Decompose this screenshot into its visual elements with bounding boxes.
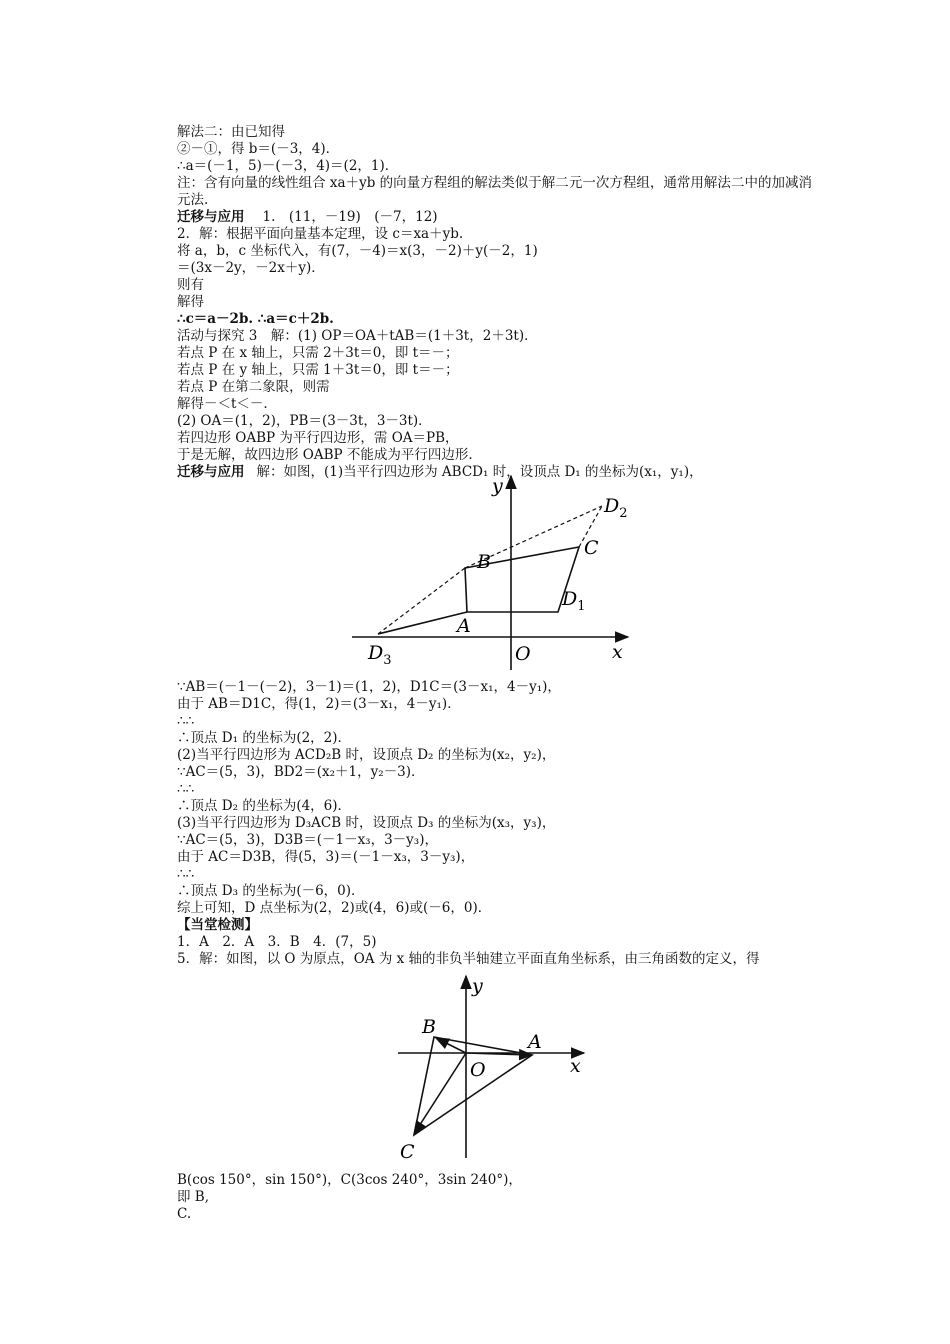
label-O: O bbox=[515, 643, 531, 665]
segment-D3-B bbox=[378, 568, 465, 634]
text-line: (3)当平行四边形为 D₃ACB 时，设顶点 D₃ 的坐标为(x₃，y₃)， bbox=[177, 815, 556, 831]
label-C: C bbox=[400, 1141, 415, 1163]
segment-D3-A bbox=[378, 612, 467, 634]
text-line: ∵AB＝(－1－(－2)，3－1)＝(1，2)，D1C＝(3－x₁，4－y₁)， bbox=[177, 679, 561, 695]
text-line: ∴∴ bbox=[177, 713, 195, 729]
text-line: 于是无解，故四边形 OABP 不能成为平行四边形. bbox=[177, 447, 473, 463]
text-line: 综上可知，D 点坐标为(2，2)或(4，6)或(－6，0)． bbox=[177, 900, 492, 916]
text-line: B(cos 150°，sin 150°)，C(3cos 240°，3sin 240°)， bbox=[177, 1172, 522, 1188]
text-line: (2)当平行四边形为 ACD₂B 时，设顶点 D₂ 的坐标为(x₂，y₂)， bbox=[177, 747, 556, 763]
unit-circle-figure bbox=[392, 972, 592, 1164]
label-y: y bbox=[472, 975, 483, 997]
text-line: 则有 bbox=[177, 277, 204, 293]
label-D1: $D_1$ bbox=[562, 588, 586, 614]
text-line: ∴顶点 D₁ 的坐标为(2，2)． bbox=[177, 730, 352, 746]
text-line: ∵AC＝(5，3)，BD2＝(x₂＋1，y₂－3)． bbox=[177, 764, 425, 780]
text-line: 解得 bbox=[177, 294, 204, 310]
text-line: ∴∴ bbox=[177, 866, 195, 882]
answer-text: 1. (11，－19) (－7，12) bbox=[262, 209, 438, 225]
text-paragraph: 注：含有向量的线性组合 xa＋yb 的向量方程组的解法类似于解二元一次方程组，通常用解法二中的加减消元法. bbox=[177, 175, 812, 208]
text-line: 若点 P 在第二象限，则需 bbox=[177, 379, 330, 395]
text-line: C. bbox=[177, 1206, 192, 1222]
text-line: 由于 AC＝D3B，得(5，3)＝(－1－x₃，3－y₃)， bbox=[177, 849, 475, 865]
text-line: 解得－＜t＜－. bbox=[177, 396, 268, 412]
label-C: C bbox=[584, 537, 599, 559]
triangle-ABC bbox=[414, 1037, 532, 1135]
label-y: y bbox=[492, 475, 503, 497]
text-line: 即 B, bbox=[177, 1189, 210, 1205]
text-line: 1．A 2．A 3．B 4．(7，5) bbox=[177, 934, 377, 950]
answer-text: 解：如图，(1)当平行四边形为 ABCD₁ 时，设顶点 D₁ 的坐标为(x₁，y₁)， bbox=[256, 464, 703, 480]
label-B: B bbox=[422, 1016, 436, 1038]
text-line: 将 a，b，c 坐标代入，有(7，－4)＝x(3，－2)＋y(－2，1) bbox=[177, 243, 538, 259]
text-line: ＝(3x－2y，－2x＋y)． bbox=[177, 260, 325, 276]
section-heading: 迁移与应用 bbox=[177, 209, 245, 225]
text-line: ∴顶点 D₂ 的坐标为(4，6)． bbox=[177, 798, 352, 814]
text-line: (2) OA＝(1，2)，PB＝(3－3t，3－3t)． bbox=[177, 413, 432, 429]
label-D3: $D_3$ bbox=[368, 642, 392, 668]
text-line bbox=[177, 209, 817, 226]
text-line: 若点 P 在 x 轴上，只需 2＋3t＝0，即 t＝－； bbox=[177, 345, 459, 361]
text-line: ∴a＝(－1，5)－(－3，4)＝(2，1)． bbox=[177, 158, 399, 174]
text-line: 2．解：根据平面向量基本定理，设 c＝xa＋yb. bbox=[177, 226, 464, 242]
text-line: 若点 P 在 y 轴上，只需 1＋3t＝0，即 t＝－； bbox=[177, 362, 459, 378]
text-line: 活动与探究 3 解：(1) OP＝OA＋tAB＝(1＋3t，2＋3t)． bbox=[177, 328, 538, 344]
parallelogram-figure bbox=[340, 470, 640, 675]
label-B: B bbox=[477, 551, 491, 573]
text-line: ∴∴ bbox=[177, 781, 195, 797]
text-line: 若四边形 OABP 为平行四边形，需 OA＝PB， bbox=[177, 430, 459, 446]
text-line: ②－①，得 b＝(－3，4)． bbox=[177, 141, 340, 157]
label-A: A bbox=[457, 615, 471, 637]
label-x: x bbox=[612, 641, 623, 663]
section-heading: 【当堂检测】 bbox=[177, 917, 258, 933]
label-O: O bbox=[470, 1059, 486, 1081]
text-line: 解法二：由已知得 bbox=[177, 124, 285, 140]
text-line: 由于 AB＝D1C，得(1，2)＝(3－x₁，4－y₁)． bbox=[177, 696, 461, 712]
text-line: ∵AC＝(5，3)，D3B＝(－1－x₃，3－y₃)， bbox=[177, 832, 438, 848]
text-line: ∴c＝a－2b. ∴a＝c＋2b. bbox=[177, 311, 334, 327]
text-paragraph: 5．解：如图，以 O 为原点，OA 为 x 轴的非负半轴建立平面直角坐标系，由三角函数的定义，得 bbox=[177, 951, 760, 967]
section-heading: 迁移与应用 bbox=[177, 464, 245, 480]
text-line: ∴顶点 D₃ 的坐标为(－6，0)． bbox=[177, 883, 365, 899]
label-A: A bbox=[528, 1031, 542, 1053]
label-D2: $D_2$ bbox=[604, 495, 628, 521]
label-x: x bbox=[570, 1055, 581, 1077]
